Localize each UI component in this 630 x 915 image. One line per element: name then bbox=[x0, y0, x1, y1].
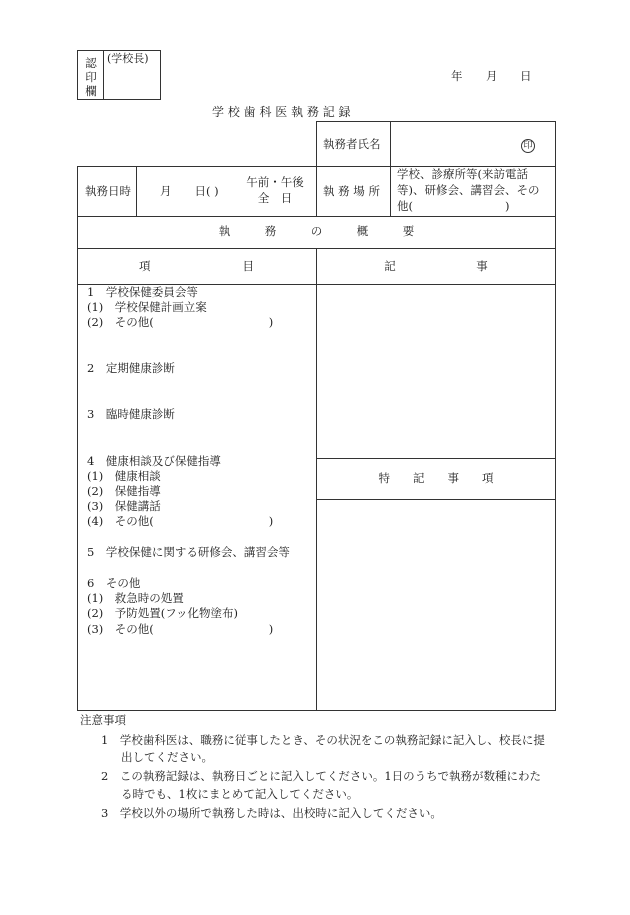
table-right bbox=[555, 121, 556, 711]
item-3: 3 臨時健康診断 bbox=[87, 407, 175, 421]
col-date-divider bbox=[136, 166, 137, 217]
time-ampm[interactable]: 午前・午後 bbox=[246, 175, 304, 189]
page-title: 学 校 歯 科 医 執 務 記 録 bbox=[212, 105, 351, 119]
record-header: 記 事 bbox=[384, 259, 488, 273]
special-bottom bbox=[316, 499, 556, 500]
date-label: 執務日時 bbox=[85, 184, 131, 198]
item-4-4: (4) その他( ) bbox=[87, 514, 274, 528]
item-4-2: (2) 保健指導 bbox=[87, 484, 161, 498]
item-4-3: (3) 保健講話 bbox=[87, 499, 161, 513]
place-line-2[interactable]: 等)、研修会、講習会、その bbox=[397, 183, 540, 197]
item-2: 2 定期健康診断 bbox=[87, 361, 175, 375]
item-6-2: (2) 予防処置(フッ化物塗布) bbox=[87, 606, 238, 620]
table-left bbox=[77, 166, 78, 711]
approval-principal: (学校長) bbox=[107, 52, 149, 65]
seal-char: 印 bbox=[521, 139, 535, 153]
item-4-1: (1) 健康相談 bbox=[87, 469, 161, 483]
approval-label-3: 欄 bbox=[85, 84, 97, 98]
item-5: 5 学校保健に関する研修会、講習会等 bbox=[87, 545, 290, 559]
summary-header: 執 務 の 概 要 bbox=[218, 224, 415, 238]
item-1-1: (1) 学校保健計画立案 bbox=[87, 300, 207, 314]
time-allday[interactable]: 全 日 bbox=[257, 191, 293, 205]
col-mid-top bbox=[316, 121, 317, 217]
item-1-2: (2) その他( ) bbox=[87, 315, 274, 329]
record-area[interactable] bbox=[318, 286, 554, 456]
header-month: 月 bbox=[486, 69, 498, 83]
item-4: 4 健康相談及び保健指導 bbox=[87, 454, 221, 468]
item-6-3: (3) その他( ) bbox=[87, 622, 274, 636]
note-line-3: 2 この執務記録は、執務日ごとに記入してください。1日のうちで執務が数種にわた bbox=[101, 769, 542, 783]
note-line-1: 1 学校歯科医は、職務に従事したとき、その状況をこの執務記録に記入し、校長に提 bbox=[101, 733, 545, 747]
item-header: 項 目 bbox=[139, 259, 254, 273]
header-year: 年 bbox=[451, 69, 463, 83]
approval-label-1: 認 bbox=[85, 56, 97, 70]
special-header: 特 記 事 項 bbox=[378, 471, 494, 485]
row-1-top bbox=[316, 121, 556, 122]
approval-divider bbox=[103, 50, 104, 100]
note-line-4: る時でも、1枚にまとめて記入してください。 bbox=[121, 787, 359, 801]
notes-title: 注意事項 bbox=[80, 713, 126, 727]
note-line-5: 3 学校以外の場所で執務した時は、出校時に記入してください。 bbox=[101, 806, 442, 820]
worker-name-label: 執務者氏名 bbox=[323, 137, 381, 151]
place-label: 執 務 場 所 bbox=[323, 184, 380, 198]
header-day: 日 bbox=[520, 69, 532, 83]
note-line-2: 出してください。 bbox=[121, 750, 213, 764]
special-area[interactable] bbox=[318, 501, 554, 708]
item-1: 1 学校保健委員会等 bbox=[87, 285, 198, 299]
place-line-3[interactable]: 他( ) bbox=[397, 199, 510, 213]
col-name-divider bbox=[390, 121, 391, 217]
place-line-1[interactable]: 学校、診療所等(来訪電話 bbox=[397, 167, 528, 181]
seal-mark bbox=[521, 137, 535, 153]
item-6-1: (1) 救急時の処置 bbox=[87, 591, 184, 605]
item-6: 6 その他 bbox=[87, 576, 141, 590]
approval-label-2: 印 bbox=[85, 70, 97, 84]
date-value[interactable]: 月 日( ) bbox=[160, 184, 219, 198]
special-top bbox=[316, 458, 556, 459]
